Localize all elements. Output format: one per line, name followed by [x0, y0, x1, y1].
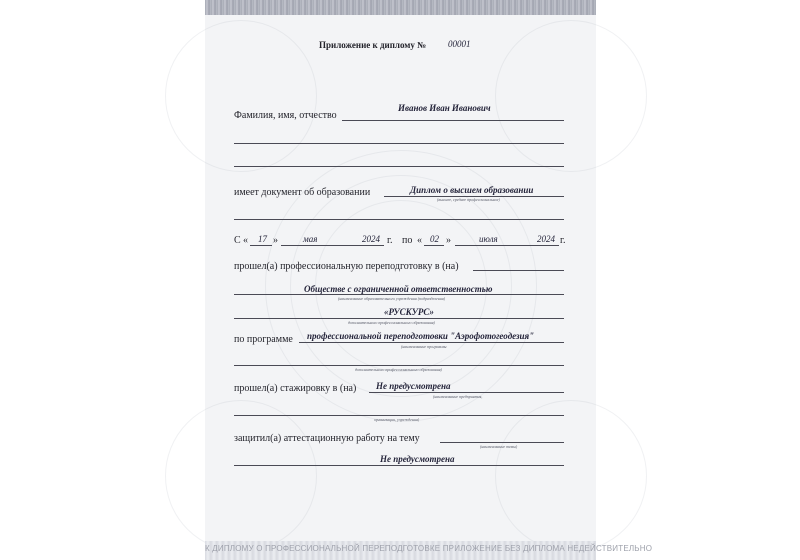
period-from-year: 2024 — [362, 234, 380, 244]
program-label: по программе — [234, 334, 293, 345]
period-to-day-underline — [424, 245, 444, 246]
retraining-underline — [473, 270, 564, 271]
period-year-suffix: г. — [387, 235, 393, 246]
fio-label: Фамилия, имя, отчество — [234, 110, 337, 121]
retraining-org-line2: «РУСКУРС» — [384, 307, 434, 317]
fio-underline-3 — [234, 166, 564, 167]
footer-warning-text: К ДИПЛОМУ О ПРОФЕССИОНАЛЬНОЙ ПЕРЕПОДГОТОВКЕ ПРИЛОЖЕНИЕ БЕЗ ДИПЛОМА НЕДЕЙСТВИТЕЛЬНО — [205, 544, 653, 553]
internship-label: прошел(а) стажировку в (на) — [234, 383, 357, 394]
guilloche-pattern — [165, 20, 317, 172]
program-underline — [299, 342, 564, 343]
period-to-prefix: по — [402, 235, 413, 246]
period-to-year: 2024 — [537, 234, 555, 244]
education-label: имеет документ об образовании — [234, 187, 371, 198]
retraining-caption2: дополнительного профессионального образования) — [348, 320, 435, 325]
period-to-day: 02 — [430, 234, 439, 244]
internship-caption2: организации, учреждения) — [374, 417, 420, 422]
period-to-month: июля — [479, 234, 498, 244]
thesis-underline — [440, 442, 564, 443]
retraining-org-underline-1 — [234, 294, 564, 295]
fio-underline-2 — [234, 143, 564, 144]
period-to-year-underline — [535, 245, 559, 246]
thesis-value: Не предусмотрена — [380, 454, 455, 464]
period-from-month-underline — [281, 245, 359, 246]
program-caption1: (наименование программы — [401, 344, 447, 349]
top-decorative-band — [205, 0, 596, 15]
thesis-caption: (наименование темы) — [480, 444, 518, 449]
period-from-day-underline — [250, 245, 272, 246]
program-caption2: дополнительного профессионального образования) — [355, 367, 442, 372]
guilloche-pattern — [165, 400, 317, 552]
diploma-appendix-sheet — [205, 0, 653, 560]
thesis-label: защитил(а) аттестационную работу на тему — [234, 433, 420, 444]
retraining-org-line1: Обществе с ограниченной ответственностью — [304, 284, 493, 294]
education-caption: (высшее, среднее профессиональное) — [437, 197, 500, 202]
internship-caption1: (наименование предприятия, — [433, 394, 483, 399]
internship-underline — [369, 392, 564, 393]
guilloche-pattern — [495, 20, 647, 172]
program-value: профессиональной переподготовки "Аэрофотогеодезия" — [307, 331, 535, 341]
period-from-year-underline — [359, 245, 384, 246]
period-quote-open-2: « — [417, 235, 422, 246]
fio-value: Иванов Иван Иванович — [398, 103, 491, 113]
period-from-month: мая — [303, 234, 318, 244]
period-year-suffix-2: г. — [560, 235, 566, 246]
diploma-number: 00001 — [448, 39, 471, 49]
thesis-underline-2 — [234, 465, 564, 466]
appendix-title: Приложение к диплому № — [319, 40, 427, 50]
retraining-label: прошел(а) профессиональную переподготовку в (на) — [234, 261, 459, 272]
period-from-day: 17 — [258, 234, 267, 244]
internship-underline-2 — [234, 415, 564, 416]
period-quote-close-2: » — [446, 235, 451, 246]
period-to-month-underline — [455, 245, 535, 246]
program-underline-2 — [234, 365, 564, 366]
guilloche-pattern — [495, 400, 647, 552]
education-underline-2 — [234, 219, 564, 220]
period-quote-open: « — [243, 235, 248, 246]
retraining-caption1: (наименование образовательного учреждения (подразделения) — [338, 296, 446, 301]
education-value: Диплом о высшем образовании — [410, 185, 534, 195]
period-from-prefix: С — [234, 235, 241, 246]
retraining-org-underline-2 — [234, 318, 564, 319]
period-quote-close: » — [273, 235, 278, 246]
fio-underline — [342, 120, 564, 121]
internship-value: Не предусмотрена — [376, 381, 451, 391]
